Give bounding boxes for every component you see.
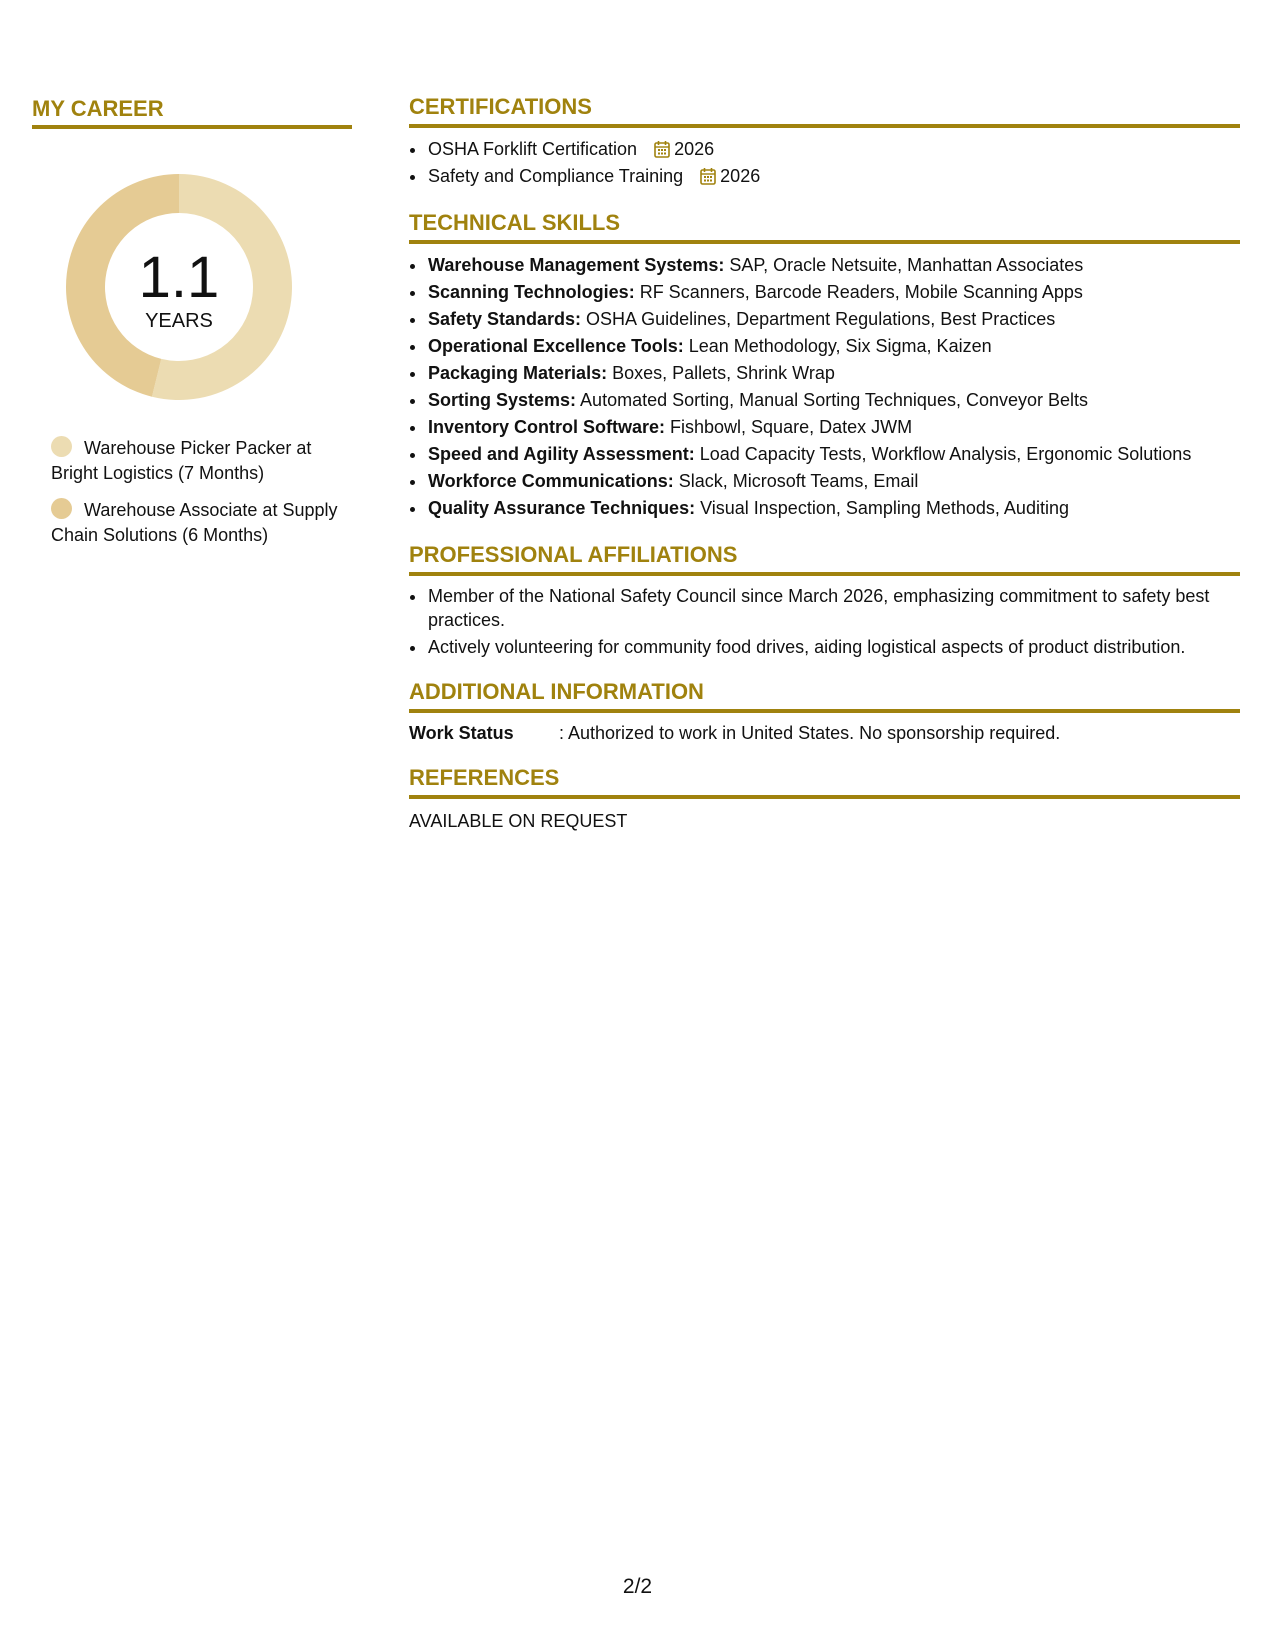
skill-value: Load Capacity Tests, Workflow Analysis, Ergonomic Solutions xyxy=(694,444,1192,464)
legend-dot xyxy=(51,436,72,457)
skill-value: Visual Inspection, Sampling Methods, Auditing xyxy=(695,498,1069,518)
skill-value: Boxes, Pallets, Shrink Wrap xyxy=(607,363,835,383)
main-content xyxy=(409,94,1240,833)
skill-value: Fishbowl, Square, Datex JWM xyxy=(665,417,913,437)
work-status-label: Work Status xyxy=(409,723,514,743)
legend-dot xyxy=(51,498,72,519)
skill-label: Warehouse Management Systems: xyxy=(428,255,725,275)
work-status-row xyxy=(409,721,1240,745)
certification-item xyxy=(427,163,1240,190)
skill-item xyxy=(427,468,1240,495)
skill-value: RF Scanners, Barcode Readers, Mobile Scanning Apps xyxy=(634,282,1083,302)
skills-section xyxy=(409,210,1240,522)
additional-info-heading: ADDITIONAL INFORMATION xyxy=(409,679,1240,713)
skill-item xyxy=(427,441,1240,468)
career-donut-chart xyxy=(66,174,292,400)
skill-value: Lean Methodology, Six Sigma, Kaizen xyxy=(683,336,992,356)
certification-item xyxy=(427,136,1240,163)
certification-name: OSHA Forklift Certification xyxy=(428,139,638,159)
skill-value: SAP, Oracle Netsuite, Manhattan Associates xyxy=(724,255,1084,275)
career-unit: YEARS xyxy=(145,310,213,332)
skill-value: Automated Sorting, Manual Sorting Techniques, Conveyor Belts xyxy=(576,390,1089,410)
skill-label: Packaging Materials: xyxy=(428,363,608,383)
donut-center xyxy=(66,174,292,400)
certifications-heading: CERTIFICATIONS xyxy=(409,94,1240,128)
skill-label: Scanning Technologies: xyxy=(428,282,635,302)
career-legend-item xyxy=(51,436,341,486)
skills-list xyxy=(409,252,1240,522)
references-heading: REFERENCES xyxy=(409,765,1240,799)
skill-label: Safety Standards: xyxy=(428,309,582,329)
affiliations-list xyxy=(409,584,1240,659)
career-legend-label: Warehouse Picker Packer at Bright Logistics (7 Months) xyxy=(51,438,312,483)
certification-year: 2026 xyxy=(674,139,715,159)
skill-item xyxy=(427,414,1240,441)
skill-value: Slack, Microsoft Teams, Email xyxy=(673,471,919,491)
affiliation-item: • Member of the National Safety Council since March 2026, emphasizing commitment to safety best practices. xyxy=(427,584,1240,632)
skill-value: OSHA Guidelines, Department Regulations, Best Practices xyxy=(581,309,1056,329)
calendar-icon xyxy=(654,140,670,158)
career-total-years: 1.1 xyxy=(138,245,220,310)
career-sidebar xyxy=(32,96,352,560)
skill-item xyxy=(427,495,1240,522)
skill-item xyxy=(427,360,1240,387)
affiliations-section xyxy=(409,542,1240,659)
certification-name: Safety and Compliance Training xyxy=(428,166,684,186)
skill-label: Inventory Control Software: xyxy=(428,417,666,437)
affiliation-item: • Actively volunteering for community food drives, aiding logistical aspects of product distribution. xyxy=(427,635,1240,659)
skill-item xyxy=(427,306,1240,333)
skill-label: Operational Excellence Tools: xyxy=(428,336,684,356)
affiliations-heading: PROFESSIONAL AFFILIATIONS xyxy=(409,542,1240,576)
references-text: AVAILABLE ON REQUEST xyxy=(409,811,628,831)
career-legend-label: Warehouse Associate at Supply Chain Solutions (6 Months) xyxy=(51,500,338,545)
certification-year: 2026 xyxy=(720,166,761,186)
skills-heading: TECHNICAL SKILLS xyxy=(409,210,1240,244)
skill-label: Quality Assurance Techniques: xyxy=(428,498,696,518)
skill-label: Speed and Agility Assessment: xyxy=(428,444,695,464)
career-legend-item xyxy=(51,498,341,548)
certifications-section xyxy=(409,94,1240,190)
skill-item xyxy=(427,387,1240,414)
skill-item xyxy=(427,279,1240,306)
skill-label: Workforce Communications: xyxy=(428,471,674,491)
skill-label: Sorting Systems: xyxy=(428,390,577,410)
additional-info-section xyxy=(409,679,1240,745)
calendar-icon xyxy=(700,167,716,185)
career-legend xyxy=(51,436,341,548)
career-heading: MY CAREER xyxy=(32,96,352,129)
work-status-value: : Authorized to work in United States. No sponsorship required. xyxy=(559,723,1061,743)
certifications-list xyxy=(409,136,1240,190)
page-number: 2/2 xyxy=(622,1575,653,1598)
references-section xyxy=(409,765,1240,833)
skill-item xyxy=(427,252,1240,279)
skill-item xyxy=(427,333,1240,360)
